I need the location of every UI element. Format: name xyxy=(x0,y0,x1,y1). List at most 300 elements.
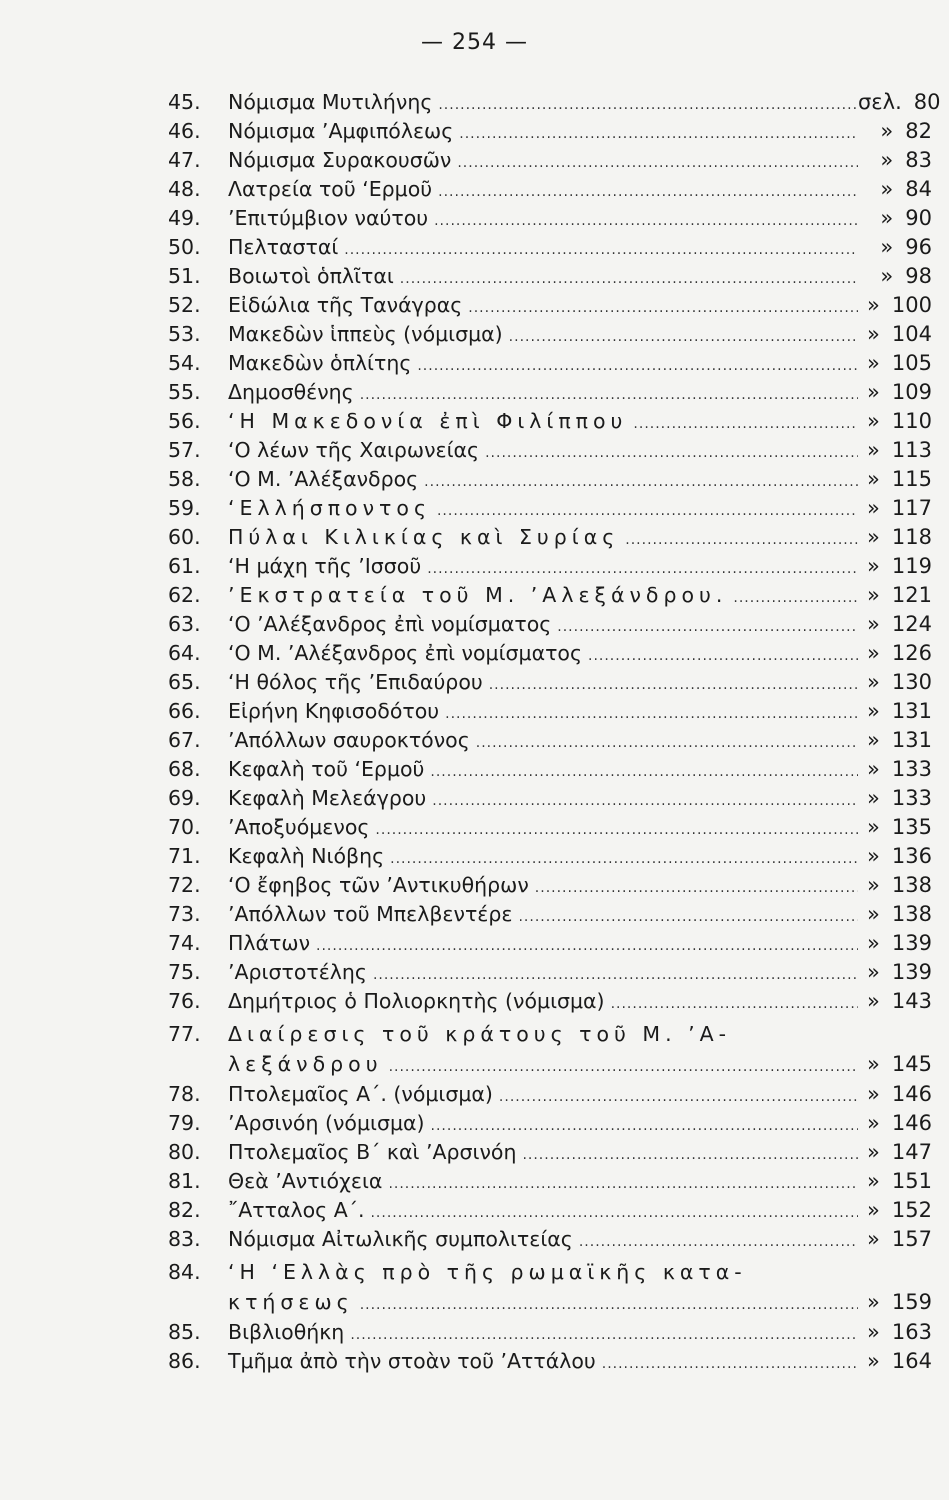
ditto-mark: » xyxy=(867,583,880,607)
page-value: 83 xyxy=(905,148,932,172)
toc-line xyxy=(168,757,932,786)
entry-page xyxy=(858,641,932,665)
ditto-mark: » xyxy=(880,177,894,201)
toc-entry xyxy=(168,148,932,177)
ditto-mark: » xyxy=(867,815,880,839)
page-value: 131 xyxy=(891,728,932,752)
entry-page xyxy=(858,757,932,781)
entry-title-continued: κτήσεως xyxy=(228,1290,354,1314)
page-value: 96 xyxy=(905,235,932,259)
toc-line xyxy=(168,931,932,960)
entry-title: Διαίρεσις τοῦ κράτους τοῦ Μ. ’Α- xyxy=(228,1022,732,1046)
toc-entry xyxy=(168,1082,932,1111)
ditto-mark: » xyxy=(867,902,880,926)
ditto-mark: » xyxy=(867,525,880,549)
entry-title: ’Αποξυόμενος xyxy=(228,815,370,839)
entry-title-continued: λεξάνδρου xyxy=(228,1052,383,1076)
toc-entry xyxy=(168,873,932,902)
toc-entry xyxy=(168,467,932,496)
page-value: 136 xyxy=(891,844,932,868)
entry-page xyxy=(858,438,932,462)
leader-dots xyxy=(557,619,858,635)
page-value: 139 xyxy=(891,931,932,955)
entry-page xyxy=(858,148,932,172)
page-value: 133 xyxy=(891,786,932,810)
ditto-mark: » xyxy=(867,496,880,520)
toc-entry xyxy=(168,583,932,612)
leader-dots xyxy=(499,1089,858,1105)
leader-dots xyxy=(427,561,858,577)
ditto-mark: » xyxy=(867,467,880,491)
entry-number: 59. xyxy=(168,496,201,520)
page-value: 164 xyxy=(891,1349,932,1373)
leader-dots xyxy=(373,967,858,983)
leader-dots xyxy=(625,532,858,548)
entry-number: 86. xyxy=(168,1349,201,1373)
entry-number: 73. xyxy=(168,902,201,926)
toc-line xyxy=(168,960,932,989)
entry-page xyxy=(858,583,932,607)
leader-dots xyxy=(522,1147,858,1163)
ditto-mark: » xyxy=(867,728,880,752)
entry-title: Πελτασταί xyxy=(228,235,339,259)
ditto-mark: » xyxy=(867,989,880,1013)
entry-number: 45. xyxy=(168,90,201,114)
entry-title: Εἰδώλια τῆς Τανάγρας xyxy=(228,293,463,317)
page-value: 124 xyxy=(891,612,932,636)
entry-number: 63. xyxy=(168,612,201,636)
leader-dots xyxy=(445,706,858,722)
toc-line xyxy=(168,525,932,554)
page-value: 152 xyxy=(891,1198,932,1222)
page-value: 82 xyxy=(905,119,932,143)
entry-page xyxy=(858,525,932,549)
entry-title: ‘Ο Μ. ’Αλέξανδρος ἐπὶ νομίσματος xyxy=(228,641,582,665)
toc-line xyxy=(168,1227,932,1256)
toc-line xyxy=(168,1169,932,1198)
toc-entry xyxy=(168,293,932,322)
entry-title: Θεὰ ’Αντιόχεια xyxy=(228,1169,383,1193)
entry-number: 64. xyxy=(168,641,201,665)
entry-title: ‘Ο ’Αλέξανδρος ἐπὶ νομίσματος xyxy=(228,612,552,636)
toc-line xyxy=(168,670,932,699)
entry-title: Πτολεμαῖος Α΄. (νόμισμα) xyxy=(228,1082,493,1106)
toc-entry xyxy=(168,815,932,844)
entry-title: ’Αριστοτέλης xyxy=(228,960,367,984)
leader-dots xyxy=(437,503,858,519)
entry-page xyxy=(858,206,932,230)
leader-dots xyxy=(457,155,858,171)
entry-number: 46. xyxy=(168,119,201,143)
entry-page xyxy=(858,322,932,346)
toc-line xyxy=(168,844,932,873)
toc-entry xyxy=(168,699,932,728)
entry-title: Πύλαι Κιλικίας καὶ Συρίας xyxy=(228,525,620,549)
toc-line xyxy=(168,873,932,902)
entry-title: Κεφαλὴ Μελεάγρου xyxy=(228,786,427,810)
ditto-mark: » xyxy=(867,438,880,462)
ditto-mark: » xyxy=(867,322,880,346)
toc-line xyxy=(168,989,932,1018)
page-value: 130 xyxy=(891,670,932,694)
entry-page xyxy=(858,873,932,897)
entry-page xyxy=(858,235,932,259)
toc-line-continued xyxy=(168,1290,932,1320)
entry-page xyxy=(858,786,932,810)
page-value: 121 xyxy=(891,583,932,607)
entry-page xyxy=(858,1349,932,1373)
ditto-mark: » xyxy=(867,409,880,433)
entry-page xyxy=(858,1290,932,1314)
toc-entry xyxy=(168,989,932,1018)
page-value: 110 xyxy=(891,409,932,433)
ditto-mark: » xyxy=(880,206,894,230)
leader-dots xyxy=(375,822,858,838)
entry-number: 67. xyxy=(168,728,201,752)
ditto-mark: » xyxy=(867,1052,880,1076)
toc-line xyxy=(168,1260,932,1290)
toc-entry xyxy=(168,786,932,815)
entry-number: 80. xyxy=(168,1140,201,1164)
entry-number: 81. xyxy=(168,1169,201,1193)
entry-title: Νόμισμα Συρακουσῶν xyxy=(228,148,452,172)
entry-number: 52. xyxy=(168,293,201,317)
entry-title: ‘Ο λέων τῆς Χαιρωνείας xyxy=(228,438,480,462)
leader-dots xyxy=(434,213,858,229)
entry-number: 49. xyxy=(168,206,201,230)
toc-entry xyxy=(168,177,932,206)
page-value: 90 xyxy=(905,206,932,230)
page-value: 119 xyxy=(891,554,932,578)
ditto-mark: » xyxy=(867,1111,880,1135)
entry-page xyxy=(858,1169,932,1193)
entry-title: ‘Η θόλος τῆς ’Επιδαύρου xyxy=(228,670,483,694)
entry-title: Νόμισμα Μυτιλήνης xyxy=(228,90,433,114)
toc-entry xyxy=(168,1227,932,1256)
leader-dots xyxy=(588,648,858,664)
toc-entry xyxy=(168,612,932,641)
toc-entry xyxy=(168,641,932,670)
entry-page xyxy=(858,699,932,723)
toc-line xyxy=(168,583,932,612)
ditto-mark: » xyxy=(880,264,894,288)
toc-entry xyxy=(168,525,932,554)
toc-entry xyxy=(168,351,932,380)
entry-title: Πτολεμαῖος Β΄ καὶ ’Αρσινόη xyxy=(228,1140,517,1164)
entry-title: ’Εκστρατεία τοῦ Μ. ’Αλεξάνδρου. xyxy=(228,583,728,607)
toc-entry xyxy=(168,119,932,148)
entry-number: 79. xyxy=(168,1111,201,1135)
page-value: 157 xyxy=(891,1227,932,1251)
leader-dots xyxy=(431,1118,858,1134)
entry-page xyxy=(858,380,932,404)
leader-dots xyxy=(489,677,858,693)
leader-dots xyxy=(400,271,858,287)
entry-title: Μακεδὼν ὁπλίτης xyxy=(228,351,412,375)
entry-title: ‘Η ‘Ελλὰς πρὸ τῆς ρωμαϊκῆς κατα- xyxy=(228,1260,747,1284)
entry-page xyxy=(858,90,941,114)
toc-line xyxy=(168,496,932,525)
toc-line xyxy=(168,148,932,177)
toc-entry xyxy=(168,844,932,873)
toc-entry xyxy=(168,1260,932,1320)
leader-dots xyxy=(733,590,858,606)
page-value: 163 xyxy=(891,1320,932,1344)
entry-page xyxy=(858,960,932,984)
toc-line xyxy=(168,119,932,148)
entry-number: 75. xyxy=(168,960,201,984)
toc-line xyxy=(168,728,932,757)
entry-title: ‘Ο ἔφηβος τῶν ’Αντικυθήρων xyxy=(228,873,529,897)
ditto-mark: » xyxy=(867,554,880,578)
leader-dots xyxy=(518,909,858,925)
ditto-mark: » xyxy=(867,873,880,897)
leader-dots xyxy=(459,126,858,142)
toc-line xyxy=(168,293,932,322)
page-value: 126 xyxy=(891,641,932,665)
page-value: 143 xyxy=(891,989,932,1013)
toc-entry xyxy=(168,409,932,438)
toc-line xyxy=(168,264,932,293)
toc-line xyxy=(168,786,932,815)
entry-number: 74. xyxy=(168,931,201,955)
ditto-mark: » xyxy=(867,1290,880,1314)
ditto-mark: » xyxy=(867,670,880,694)
entry-title: Δημήτριος ὁ Πολιορκητὴς (νόμισμα) xyxy=(228,989,605,1013)
entry-number: 57. xyxy=(168,438,201,462)
entry-title: ’Απόλλων σαυροκτόνος xyxy=(228,728,470,752)
page-value: 151 xyxy=(891,1169,932,1193)
leader-dots xyxy=(360,1297,858,1313)
toc-line xyxy=(168,1140,932,1169)
entry-title: Βιβλιοθήκη xyxy=(228,1320,345,1344)
ditto-mark: » xyxy=(880,119,894,143)
ditto-mark: » xyxy=(867,699,880,723)
ditto-mark: » xyxy=(867,1349,880,1373)
page-value: 84 xyxy=(905,177,932,201)
entry-number: 69. xyxy=(168,786,201,810)
entry-title: ‘Η Μακεδονία ἐπὶ Φιλίππου xyxy=(228,409,628,433)
entry-title: Εἰρήνη Κηφισοδότου xyxy=(228,699,440,723)
leader-dots xyxy=(417,358,858,374)
page-label: σελ. xyxy=(858,90,902,114)
entry-page xyxy=(858,1320,932,1344)
leader-dots xyxy=(390,851,858,867)
entry-page xyxy=(858,931,932,955)
toc-entry xyxy=(168,931,932,960)
entry-page xyxy=(858,409,932,433)
page-value: 100 xyxy=(891,293,932,317)
toc-entry xyxy=(168,90,941,119)
entry-page xyxy=(858,293,932,317)
entry-title: Τμῆμα ἀπὸ τὴν στοὰν τοῦ ’Αττάλου xyxy=(228,1349,596,1373)
toc-entry xyxy=(168,728,932,757)
entry-page xyxy=(858,844,932,868)
toc-entry xyxy=(168,206,932,235)
leader-dots xyxy=(633,416,858,432)
page-value: 138 xyxy=(891,902,932,926)
entry-page xyxy=(858,119,932,143)
entry-number: 53. xyxy=(168,322,201,346)
leader-dots xyxy=(389,1059,858,1075)
leader-dots xyxy=(316,938,858,954)
page-value: 131 xyxy=(891,699,932,723)
toc-line xyxy=(168,177,932,206)
entry-number: 47. xyxy=(168,148,201,172)
toc-line xyxy=(168,1320,932,1349)
toc-line xyxy=(168,322,932,351)
entry-number: 70. xyxy=(168,815,201,839)
toc-entry xyxy=(168,380,932,409)
leader-dots xyxy=(350,1327,858,1343)
page-value: 145 xyxy=(891,1052,932,1076)
ditto-mark: » xyxy=(867,1140,880,1164)
page-value: 139 xyxy=(891,960,932,984)
page-value: 118 xyxy=(891,525,932,549)
entry-number: 68. xyxy=(168,757,201,781)
entry-page xyxy=(858,1111,932,1135)
entry-title: Μακεδὼν ἱππεὺς (νόμισμα) xyxy=(228,322,503,346)
toc-line xyxy=(168,612,932,641)
entry-page xyxy=(858,554,932,578)
toc-entry xyxy=(168,1349,932,1378)
leader-dots xyxy=(476,735,858,751)
toc-line xyxy=(168,467,932,496)
entry-title: ’Αρσινόη (νόμισμα) xyxy=(228,1111,425,1135)
ditto-mark: » xyxy=(880,235,894,259)
ditto-mark: » xyxy=(867,1198,880,1222)
entry-page xyxy=(858,264,932,288)
entry-number: 76. xyxy=(168,989,201,1013)
ditto-mark: » xyxy=(867,641,880,665)
entry-page xyxy=(858,1140,932,1164)
entry-number: 54. xyxy=(168,351,201,375)
entry-page xyxy=(858,496,932,520)
page-value: 147 xyxy=(891,1140,932,1164)
entry-title: ’Επιτύμβιον ναύτου xyxy=(228,206,429,230)
entry-title: ‘Ο Μ. ’Αλέξανδρος xyxy=(228,467,419,491)
toc-line xyxy=(168,815,932,844)
leader-dots xyxy=(438,97,858,113)
entry-title: Νόμισμα ’Αμφιπόλεως xyxy=(228,119,454,143)
entry-title: Λατρεία τοῦ ‘Ερμοῦ xyxy=(228,177,433,201)
ditto-mark: » xyxy=(867,293,880,317)
page-value: 146 xyxy=(891,1111,932,1135)
toc-line xyxy=(168,380,932,409)
entry-title: Κεφαλὴ τοῦ ‘Ερμοῦ xyxy=(228,757,425,781)
entry-page xyxy=(858,815,932,839)
entry-number: 48. xyxy=(168,177,201,201)
toc-line xyxy=(168,902,932,931)
leader-dots xyxy=(360,387,858,403)
leader-dots xyxy=(611,996,858,1012)
page-value: 109 xyxy=(891,380,932,404)
entry-number: 55. xyxy=(168,380,201,404)
toc-entry xyxy=(168,264,932,293)
entry-number: 77. xyxy=(168,1022,201,1046)
toc-entry xyxy=(168,554,932,583)
page-value: 104 xyxy=(891,322,932,346)
ditto-mark: » xyxy=(867,786,880,810)
leader-dots xyxy=(432,793,858,809)
entry-number: 58. xyxy=(168,467,201,491)
ditto-mark: » xyxy=(867,757,880,781)
toc-line xyxy=(168,641,932,670)
entry-page xyxy=(858,351,932,375)
page-value: 146 xyxy=(891,1082,932,1106)
page-value: 117 xyxy=(891,496,932,520)
page-value: 105 xyxy=(891,351,932,375)
entry-number: 56. xyxy=(168,409,201,433)
leader-dots xyxy=(344,242,858,258)
ditto-mark: » xyxy=(867,844,880,868)
toc-entry xyxy=(168,1111,932,1140)
ditto-mark: » xyxy=(867,1169,880,1193)
toc-entry xyxy=(168,1140,932,1169)
entry-title: Δημοσθένης xyxy=(228,380,354,404)
entry-page xyxy=(858,1198,932,1222)
leader-dots xyxy=(535,880,858,896)
leader-dots xyxy=(485,445,858,461)
page-value: 98 xyxy=(905,264,932,288)
leader-dots xyxy=(370,1205,858,1221)
toc-entry xyxy=(168,1320,932,1349)
entry-page xyxy=(858,670,932,694)
leader-dots xyxy=(509,329,858,345)
toc-entry xyxy=(168,496,932,525)
toc-entry xyxy=(168,960,932,989)
leader-dots xyxy=(424,474,858,490)
toc-line xyxy=(168,1349,932,1378)
entry-page xyxy=(858,467,932,491)
page-value: 115 xyxy=(891,467,932,491)
ditto-mark: » xyxy=(867,960,880,984)
entry-number: 82. xyxy=(168,1198,201,1222)
entry-number: 60. xyxy=(168,525,201,549)
entry-number: 66. xyxy=(168,699,201,723)
ditto-mark: » xyxy=(867,612,880,636)
ditto-mark: » xyxy=(867,380,880,404)
ditto-mark: » xyxy=(867,931,880,955)
ditto-mark: » xyxy=(867,351,880,375)
toc-line xyxy=(168,1198,932,1227)
toc-entry xyxy=(168,1022,932,1082)
ditto-mark: » xyxy=(867,1082,880,1106)
toc-line xyxy=(168,438,932,467)
entry-page xyxy=(858,728,932,752)
leader-dots xyxy=(388,1176,858,1192)
table-of-contents xyxy=(168,90,941,1378)
toc-entry xyxy=(168,322,932,351)
toc-line xyxy=(168,1082,932,1111)
toc-line xyxy=(168,206,932,235)
entry-title: Βοιωτοὶ ὁπλῖται xyxy=(228,264,394,288)
toc-line-continued xyxy=(168,1052,932,1082)
toc-line xyxy=(168,1022,932,1052)
toc-entry xyxy=(168,902,932,931)
toc-line xyxy=(168,90,941,119)
toc-entry xyxy=(168,757,932,786)
leader-dots xyxy=(430,764,858,780)
ditto-mark: » xyxy=(867,1320,880,1344)
entry-title: Κεφαλὴ Νιόβης xyxy=(228,844,385,868)
toc-line xyxy=(168,554,932,583)
entry-number: 84. xyxy=(168,1260,201,1284)
leader-dots xyxy=(579,1234,858,1250)
entry-number: 85. xyxy=(168,1320,201,1344)
entry-page xyxy=(858,177,932,201)
page-value: 113 xyxy=(891,438,932,462)
